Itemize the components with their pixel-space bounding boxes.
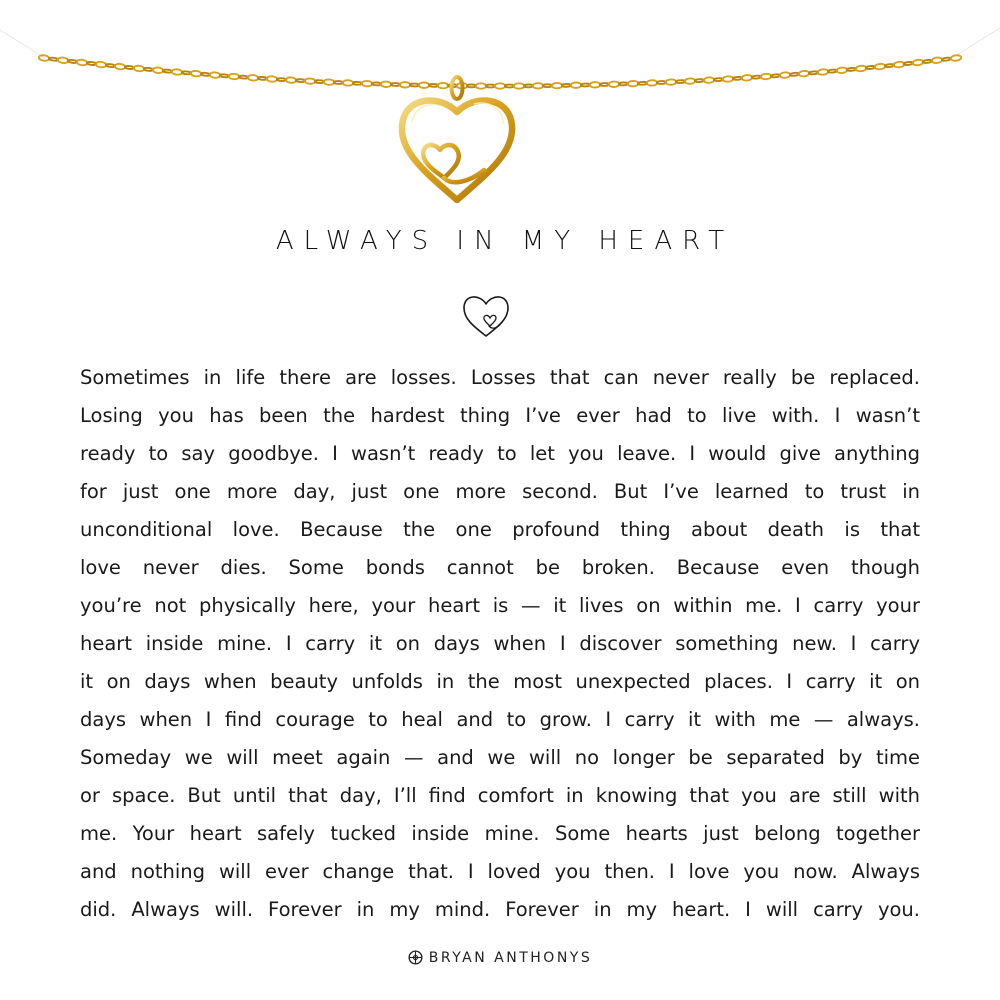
chain-link <box>790 73 799 77</box>
chain-link <box>419 82 430 88</box>
chain-link <box>144 68 153 72</box>
chain-link <box>837 67 848 73</box>
chain-link <box>742 75 753 81</box>
chain-link <box>619 82 628 85</box>
page-title: ALWAYS IN MY HEART <box>275 226 735 256</box>
necklace-image <box>0 0 1000 230</box>
poem-line: heart inside mine. I carry it on days when I discover something new. I carry <box>80 632 920 655</box>
chain-link <box>885 64 894 68</box>
chain-link <box>495 83 505 88</box>
chain-link <box>866 66 875 70</box>
chain-link <box>476 83 486 88</box>
double-heart-outline-icon <box>458 290 514 340</box>
chain-link <box>106 64 115 68</box>
chain-link <box>666 79 677 85</box>
chain-link <box>362 81 373 87</box>
chain-link <box>58 57 69 64</box>
chain-link <box>210 72 221 78</box>
chain <box>39 55 962 89</box>
chain-link <box>467 84 476 87</box>
chain-link <box>932 57 943 64</box>
chain-link <box>609 81 620 87</box>
chain-link <box>505 85 514 88</box>
chain-link <box>182 71 191 75</box>
chain-link <box>828 69 837 73</box>
chain-link <box>856 65 867 71</box>
chain-link <box>220 74 229 77</box>
chain-link <box>429 84 438 87</box>
chain-link <box>87 62 96 66</box>
chain-link <box>723 76 734 82</box>
chain-link <box>267 76 278 82</box>
chain-link <box>172 69 183 75</box>
chain-link <box>562 84 571 87</box>
chain-link <box>258 77 267 80</box>
chain-link <box>533 83 543 89</box>
chain-link <box>638 82 647 85</box>
chain-link <box>514 83 524 88</box>
chain-link <box>248 75 259 81</box>
chain-link <box>400 82 411 88</box>
chain-link <box>600 83 609 86</box>
chain-link <box>714 78 723 81</box>
poem-line: did. Always will. Forever in my mind. Forever in my heart. I will carry you. <box>80 898 920 921</box>
chain-link <box>334 81 343 84</box>
poem-line: it on days when beauty unfolds in the most unexpected places. I carry it on <box>80 670 920 693</box>
chain-link <box>115 63 126 69</box>
chain-link <box>315 80 324 83</box>
chain-link <box>286 77 297 83</box>
chain-link <box>771 74 780 77</box>
chain-link <box>353 82 362 85</box>
chain-link <box>913 59 924 66</box>
chain-link <box>296 79 305 82</box>
chain-link <box>277 78 286 81</box>
poem-line: or space. But until that day, I’ll find comfort in knowing that you are still with <box>80 784 920 807</box>
chain-link <box>780 72 791 78</box>
chain-link <box>847 68 856 72</box>
poem-line: ready to say goodbye. I wasn’t ready to let you leave. I would give anything <box>80 442 920 465</box>
poem-line: love never dies. Some bonds cannot be broken. Because even though <box>80 556 920 579</box>
chain-link <box>733 77 742 80</box>
chain-link <box>524 84 533 87</box>
chain-link <box>809 71 818 75</box>
chain-link <box>704 77 715 83</box>
chain-link <box>676 80 685 83</box>
chain-link <box>685 78 696 84</box>
chain-link <box>39 55 50 62</box>
chain-link <box>799 70 810 76</box>
chain-link <box>942 57 951 61</box>
chain-link <box>372 82 381 85</box>
chain-link <box>486 85 495 88</box>
chain-link <box>761 73 772 79</box>
chain-link <box>904 62 913 66</box>
chain-link <box>191 70 202 76</box>
chain-link <box>628 81 639 87</box>
poem-line: Losing you has been the hardest thing I’ve ever had to live with. I wasn’t <box>80 404 920 427</box>
poem-line: Someday we will meet again — and we will no longer be separated by time <box>80 746 920 769</box>
chain-link <box>752 75 761 78</box>
poem-line: and nothing will ever change that. I loved you then. I love you now. Always <box>80 860 920 883</box>
chain-link <box>163 69 172 73</box>
compass-circle-logo-icon <box>408 950 423 965</box>
poem-line: you’re not physically here, your heart is — it lives on within me. I carry your <box>80 594 920 617</box>
chain-link <box>68 59 77 63</box>
poem-line: days when I find courage to heal and to grow. I carry it with me — always. <box>80 708 920 731</box>
chain-link <box>125 66 134 70</box>
chain-link <box>818 69 829 75</box>
chain-link <box>391 83 400 86</box>
chain-link <box>695 79 704 82</box>
chain-link <box>201 73 210 77</box>
chain-link <box>590 82 601 88</box>
chain-link <box>134 65 145 71</box>
chain-link <box>657 81 666 84</box>
poem-line: for just one more day, just one more second. But I’ve learned to trust in <box>80 480 920 503</box>
chain-link <box>381 81 392 87</box>
chain-link <box>410 83 419 86</box>
chain-link <box>49 57 58 61</box>
poem-line: Sometimes in life there are losses. Losses that can never really be replaced. <box>80 366 920 389</box>
poem-line: me. Your heart safely tucked inside mine. Some hearts just belong together <box>80 822 920 845</box>
brand-footer <box>0 950 1000 966</box>
chain-link <box>951 55 962 62</box>
chain-link <box>552 83 562 89</box>
chain-link <box>543 84 552 87</box>
chain-link <box>239 75 248 78</box>
chain-link <box>229 73 240 79</box>
brand-name: BRYAN ANTHONYS <box>428 950 593 966</box>
poem-line: unconditional love. Because the one profound thing about death is that <box>80 518 920 541</box>
chain-link <box>571 82 582 88</box>
chain-link <box>923 59 932 63</box>
chain-link <box>77 59 88 66</box>
chain-link <box>438 83 448 89</box>
poem-text <box>80 359 920 929</box>
chain-link <box>343 80 354 86</box>
chain-link <box>324 79 335 85</box>
chain-link <box>153 67 164 73</box>
chain-link <box>647 80 658 86</box>
chain-link <box>96 61 107 67</box>
chain-link <box>581 83 590 86</box>
chain-link <box>305 78 316 84</box>
chain-link <box>894 61 905 67</box>
chain-link <box>875 63 886 69</box>
